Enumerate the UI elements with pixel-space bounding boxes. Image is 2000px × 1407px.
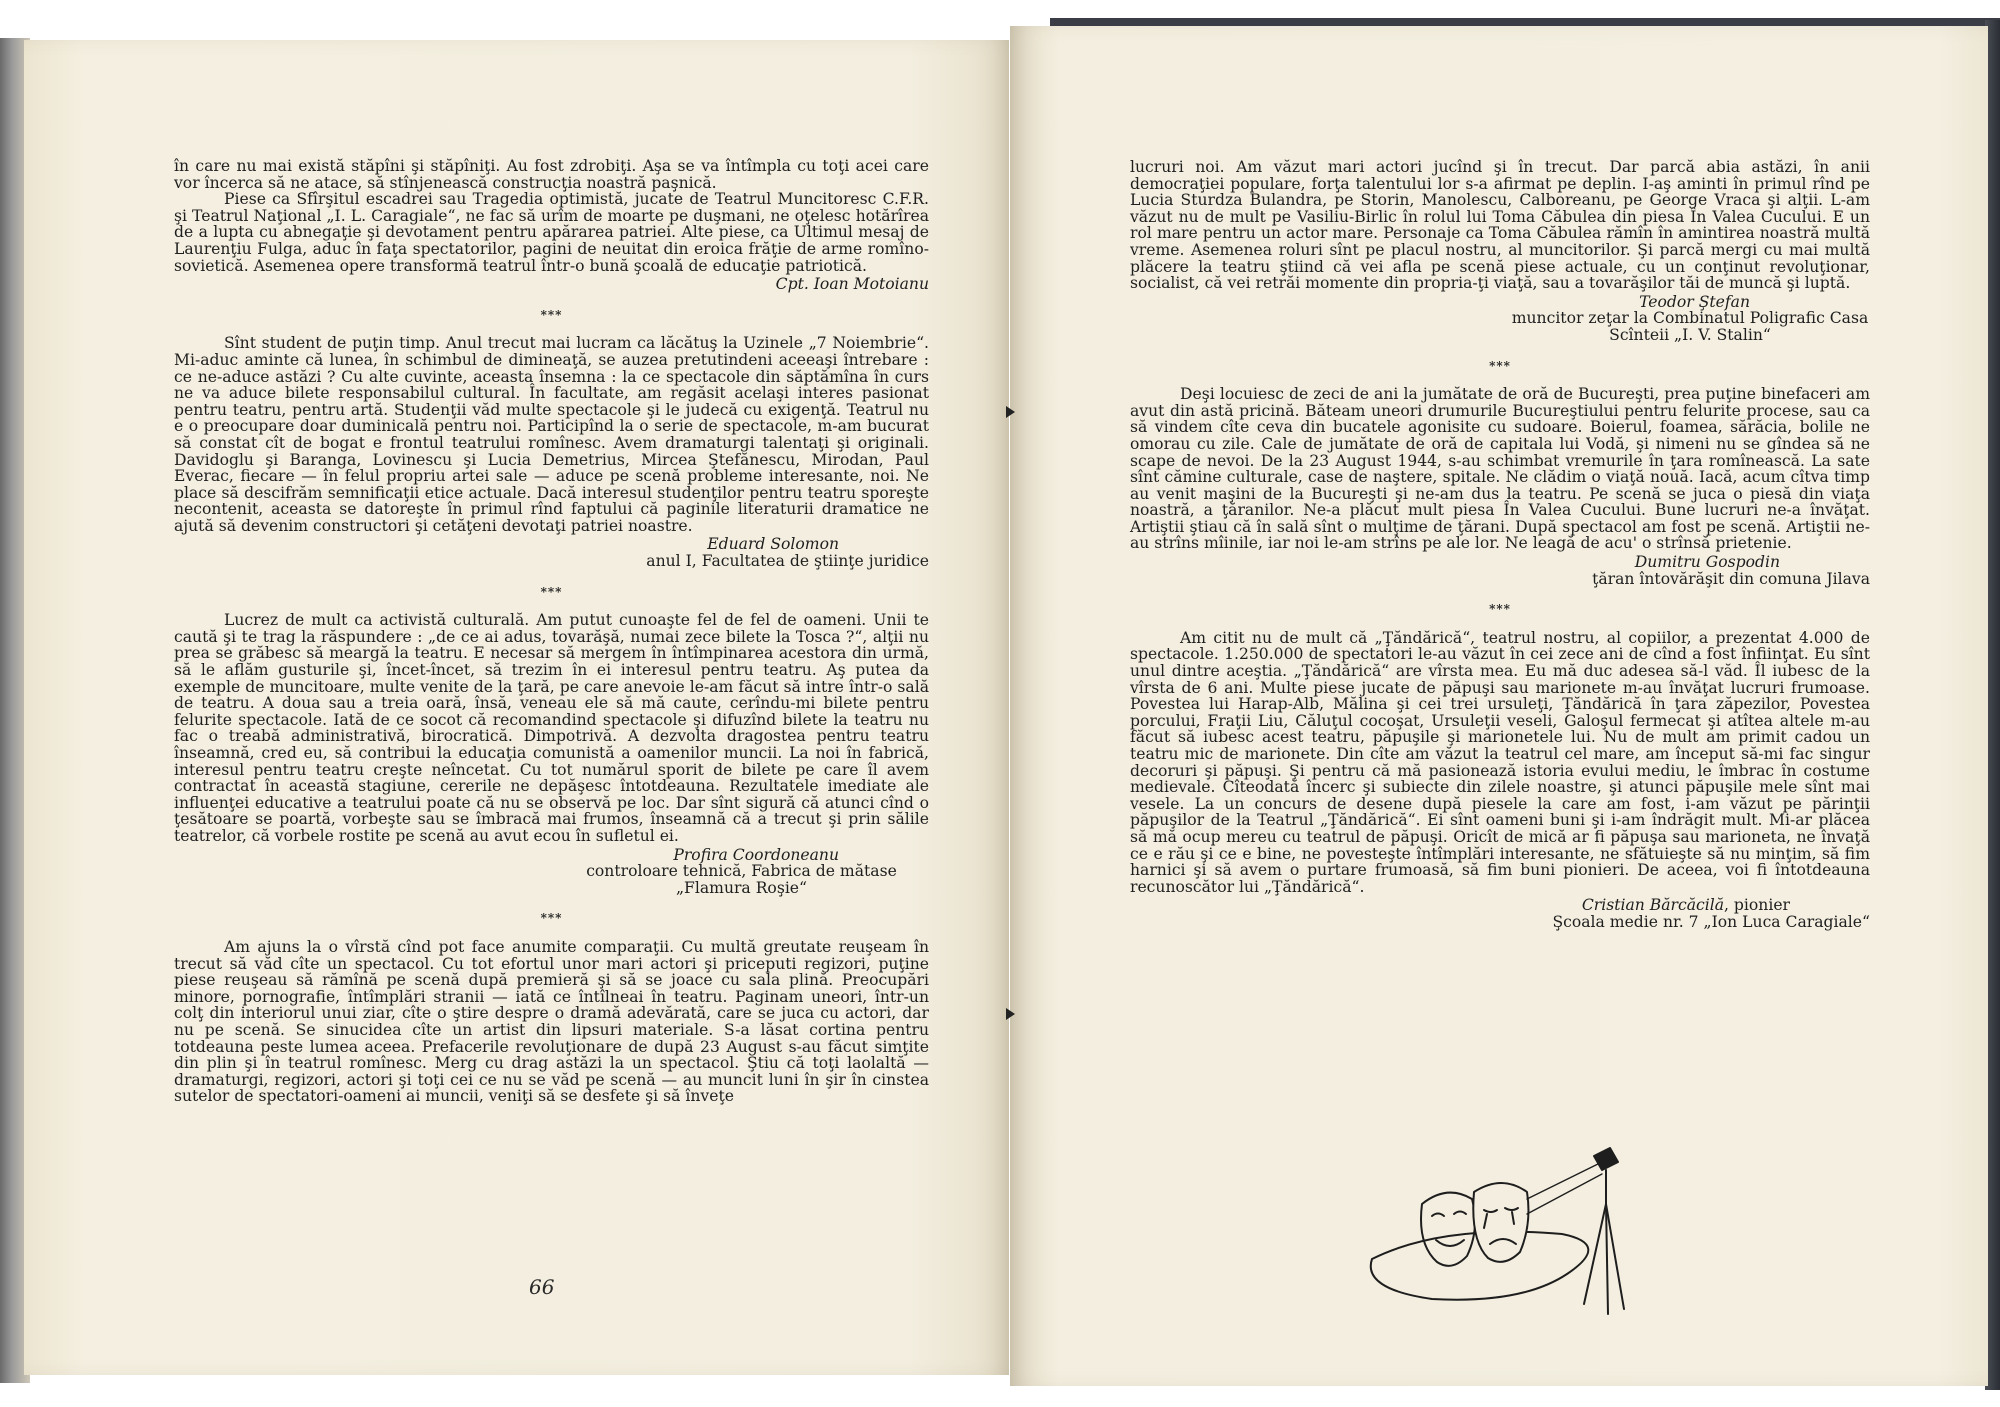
left-page-text: [174, 158, 929, 1105]
letter-motoianu: [174, 158, 929, 293]
paragraph: Am ajuns la o vîrstă cînd pot face anumite comparaţii. Cu multă greutate reuşeam în trecut să văd cîte un spectacol. Cu tot efortul unor mari actori şi priceputi regizori, puţine piese reuşeau să rămînă pe scenă după premieră şi să se joace cu sala plină. Preocupări minore, pornografie, întîmplări stranii — iată ce întîlneai în teatru. Paginam uneori, într-un colţ din interiorul unui ziar, cîte o ştire despre o dramă adevărată, care se juca cu actori, dar nu pe scenă. Se sinucidea cîte un artist din lipsuri materiale. S-a lăsat cortina pentru totdeauna peste lumea aceea. Prefacerile revoluţionare de după 23 August s-au făcut simţite din plin şi în teatrul romînesc. Merg cu drag astăzi la un spectacol. Ştiu că toţi laolaltă — dramaturgi, regizori, actori şi toţi cei ce nu se văd pe scenă — au muncit luni în şir în cinstea sutelor de spectatori-oameni ai muncii, veniţi să se desfete şi să înveţe: [174, 937, 929, 1106]
signature-name: Dumitru Gospodin: [1634, 553, 1780, 572]
signature-name: Teodor Ştefan: [1639, 292, 1750, 311]
signature-role: muncitor zeţar la Combinatul Poligrafic Casa Scînteii „I. V. Stalin“: [1511, 309, 1869, 344]
paragraph: în care nu mai există stăpîni şi stăpîniţi. Au fost zdrobiţi. Aşa se va întîmpla cu toţi acei care vor încerca să ne atace, să stînjenească construcţia noastră paşnică.: [174, 157, 929, 192]
paragraph: Sînt student de puţin timp. Anul trecut mai lucram ca lăcătuş la Uzinele „7 Noiembrie“. Mi-aduc aminte că lunea, în schimbul de dimineaţă, se auzea pretutindeni aceeaşi întrebare : ce ne-aduce astăzi ? Cu alte cuvinte, aceasta însemna : la ce spectacole din săptămîna în curs ne va aduce bilete responsabilul cultural. În facultate, am regăsit acelaşi interes pasionat pentru teatru, pentru artă. Studenţii văd multe spectacole şi le judecă cu exigenţă. Teatrul nu e o preocupare doar duminicală pentru noi. Participînd la o serie de spectacole, m-am bucurat să constat cît de bogat e frontul teatrului romînesc. Avem dramaturgi talentaţi şi originali. Davidoglu şi Baranga, Lovinescu şi Lucia Demetrius, Mircea Ştefănescu, Mirodan, Paul Everac, fiecare — în felul propriu artei sale — aduce pe scenă probleme interesante, noi. Ne place să descifrăm semnificaţii etice actuale. Dacă interesul studenţilor pentru teatru sporeşte necontenit, aceasta se datoreşte în primul rînd faptului că paginile literaturii dramatice ne ajută să devenim constructori şi cetăţeni devotaţi patriei noastre.: [174, 334, 929, 535]
signature-role: controloare tehnică, Fabrica de mătase „Flamura Roşie“: [586, 862, 897, 897]
signature-role: Şcoala medie nr. 7 „Ion Luca Caragiale“: [1552, 912, 1870, 931]
signature: [1130, 294, 1870, 344]
separator: ***: [540, 584, 563, 599]
letter-unsigned-continued: [174, 939, 929, 1105]
theatre-masks-spotlight-icon: [1362, 1144, 1642, 1319]
paragraph: Piese ca Sfîrşitul escadrei sau Tragedia optimistă, jucate de Teatrul Muncitoresc C.F.R. şi Teatrul Naţional „I. L. Caragiale“, ne fac să urîm de moarte pe duşmani, ne oţelesc hotărîrea de a lupta cu abnegaţie şi devotament pentru apărarea patriei. Alte piese, ca Ultimul mesaj de Laurenţiu Fulga, aduc în faţa spectatorilor, pagini de neuitat din eroica frăţie de arme romîno-sovietică. Asemenea opere transformă teatrul într-o bună şcoală de educaţie patriotică.: [174, 190, 929, 275]
signature-name: Profira Coordoneanu: [673, 845, 839, 864]
signature: [174, 536, 929, 569]
paragraph: Deşi locuiesc de zeci de ani la jumătate de oră de Bucureşti, prea puţine binefaceri am avut din astă pricină. Băteam uneori drumurile Bucureştiului pentru felurite procese, sau ca să vindem cîte ceva din bucatele agonisite cu sudoare. Boierul, foamea, sărăcia, bolile ne omorau cu zile. Cale de jumătate de oră de capitala lui Vodă, şi nimeni nu se gîndea să ne scape de nevoi. De la 23 August 1944, s-au schimbat vremurile în ţara romînească. La sate sînt cămine culturale, case de naştere, spitale. Ne clădim o viaţă nouă. Iacă, acum cîtva timp au venit maşini de la Bucureşti şi ne-am dus la teatru. Pe scenă se juca o piesă din viaţa noastră, a ţăranilor. Ne-a plăcut mult piesa În Valea Cucului. Bune lucruri ne-a învăţat. Artiştii ştiau că în sală sînt o mulţime de ţărani. După spectacol am fost pe scenă. Artiştii ne-au strîns mîinile, iar noi le-am strîns pe ale lor. Ne leagă de acu' o strînsă prietenie.: [1130, 385, 1870, 553]
paragraph: Am citit nu de mult că „Ţăndărică“, teatrul nostru, al copiilor, a prezentat 4.000 de spectacole. 1.250.000 de spectatori le-au văzut în cei zece ani de cînd a fost înfiinţat. Eu sînt unul dintre aceştia. „Ţăndărică“ are vîrsta mea. Eu mă duc adesea să-l văd. Îl iubesc de la vîrsta de 6 ani. Multe piese jucate de păpuşi sau marionete m-au învăţat lucruri frumoase. Povestea lui Harap-Alb, Mălina şi cei trei ursuleţi, Ţăndărică în ţara zăpezilor, Povestea porcului, Fraţii Liu, Căluţul cocoşat, Ursuleţii veseli, Galoşul fermecat şi atîtea altele m-au făcut să iubesc acest teatru, păpuşile şi marionetele lui. Nu de mult am primit cadou un teatru mic de marionete. Din cîte am văzut la teatrul cel mare, am început să-mi fac singur decoruri şi păpuşi. Şi pentru că mă pasionează istoria evului mediu, le îmbrac în costume medievale. Cîteodată încerc şi subiecte din zilele noastre, şi atunci păpuşile mele sînt mai vesele. La un concurs de desene după piesele la care am fost, i-am văzut pe părinţii păpuşilor de la Teatrul „Ţăndărică“. Ei sînt oameni buni şi i-am îndrăgit mult. Mi-ar plăcea să mă ocup mereu cu teatrul de păpuşi. Oricît de mică ar fi păpuşa sau marioneta, ne învaţă ce e rău şi ce e bine, ne povesteşte întîmplări interesante, ne sfătuieşte să nu minţim, să fim harnici şi să avem o purtare frumoasă, să fim buni pionieri. De aceea, voi fi întotdeauna recunoscător lui „Ţăndărică“.: [1130, 628, 1870, 896]
separator: ***: [540, 307, 563, 322]
signature-name: Cpt. Ioan Motoianu: [775, 275, 929, 294]
separator: ***: [1489, 602, 1511, 617]
signature: [174, 276, 929, 293]
page-number: 66: [529, 1275, 555, 1299]
paragraph: lucruri noi. Am văzut mari actori jucînd şi în trecut. Dar parcă abia astăzi, în anii democraţiei populare, forţa talentului lor s-a afirmat pe deplin. I-aş aminti în primul rînd pe Lucia Sturdza Bulandra, pe Storin, Manolescu, Calboreanu, pe George Vraca şi alţii. L-am văzut nu de mult pe Vasiliu-Birlic în rolul lui Toma Căbulea din piesa În Valea Cucului. E un rol mare pentru un actor mare. Personaje ca Toma Căbulea rămîn în amintirea noastră multă vreme. Asemenea roluri sînt pe placul nostru, al muncitorilor. Şi parcă mergi cu mai multă plăcere la teatru ştiind că vei afla pe scenă piese actuale, cu un conţinut revoluţionar, socialist, că vei retrăi momente din propria-ţi viaţă, sau a tovarăşilor tăi de muncă şi luptă.: [1130, 158, 1870, 293]
letter-barcacila: [1130, 630, 1870, 931]
gutter-mark: [1006, 1008, 1015, 1020]
signature: [1130, 554, 1870, 587]
signature-name-suffix: , pionier: [1724, 896, 1790, 915]
right-page: [1010, 26, 1988, 1386]
signature-name: Eduard Solomon: [707, 535, 839, 554]
signature-name: Cristian Bărcăcilă: [1581, 896, 1725, 915]
signature: [1130, 897, 1870, 930]
letter-coordoneanu: [174, 612, 929, 896]
signature-role: ţăran întovărăşit din comuna Jilava: [1592, 569, 1870, 588]
signature: [174, 847, 929, 897]
letter-gospodin: [1130, 386, 1870, 587]
letter-stefan: [1130, 159, 1870, 344]
left-page: [24, 40, 1009, 1375]
right-page-text: [1130, 159, 1870, 931]
paragraph: Lucrez de mult ca activistă culturală. Am putut cunoaşte fel de fel de oameni. Unii te caută şi te trag la răspundere : „de ce ai adus, tovarăşă, numai zece bilete la Tosca ?“, alţii nu prea se grăbesc să meargă la teatru. E necesar să mergem în întîmpinarea acestora din urmă, să le aflăm gusturile şi, încet-încet, să trezim în ei interesul pentru teatru. Aş putea da exemple de muncitoare, multe venite de la ţară, pe care anevoie le-am făcut să intre într-o sală de teatru. A doua sau a treia oară, însă, veneau ele să mă caute, cerîndu-mi bilete pentru felurite spectacole. Iată de ce socot că recomandind spectacole şi difuzînd bilete la teatru nu fac o treabă administrativă, birocratică. Dimpotrivă. A dezvolta dragostea pentru teatru înseamnă, cred eu, să contribui la educaţia comunistă a oamenilor muncii. La noi în fabrică, interesul pentru teatru creşte neîncetat. Cu tot numărul sporit de bilete pe care îl avem contractat în această stagiune, cererile ne depăşesc întotdeauna. Rezultatele imediate ale influenţei educative a teatrului poate că nu se observă pe loc. Dar sînt sigură că atunci cînd o ţesătoare se poartă, vorbeşte sau se îmbracă mai frumos, înseamnă că a trecut şi prin sălile teatrelor, că vorbele rostite pe scenă au avut ecou în sufletul ei.: [174, 611, 929, 845]
separator: ***: [540, 911, 563, 926]
letter-solomon: [174, 335, 929, 569]
separator: ***: [1489, 358, 1511, 373]
gutter-mark: [1006, 406, 1015, 418]
signature-role: anul I, Facultatea de ştiinţe juridice: [646, 552, 929, 571]
